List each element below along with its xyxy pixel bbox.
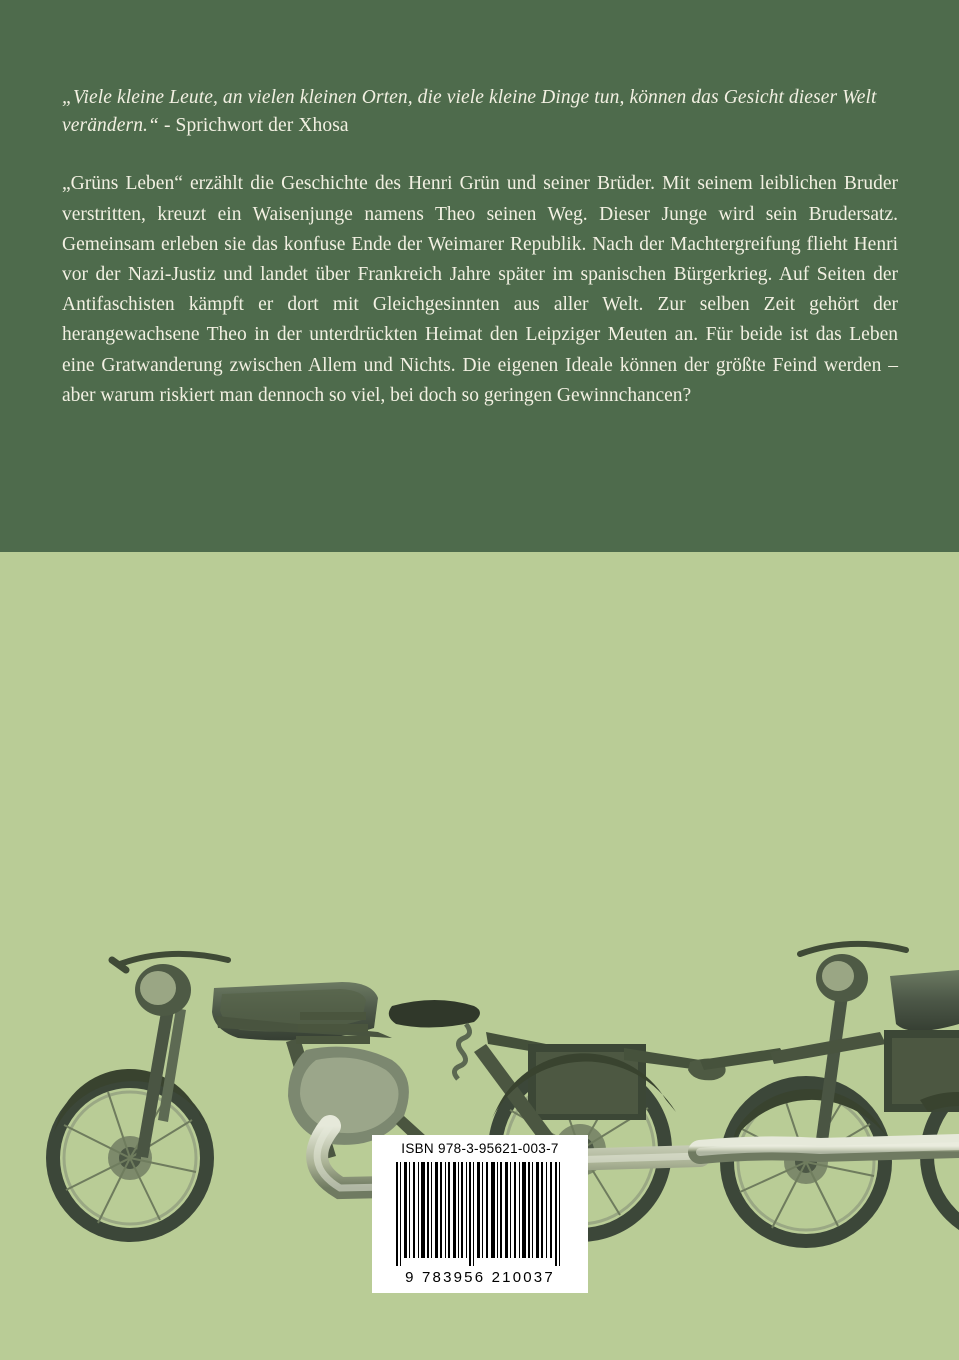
blurb-panel	[0, 0, 959, 552]
isbn-label: ISBN 978-3-95621-003-7	[401, 1141, 559, 1156]
barcode-digits: 9 783956 210037	[405, 1269, 555, 1286]
cover-synopsis: „Grüns Leben“ erzählt die Geschichte des Henri Grün und seiner Brüder. Mit seinem leiblichen Bruder verstritten, kreuzt ein Waisenjunge namens Theo seinen Weg. Dieser Junge wird sein Brudersatz. Gemeinsam erleben sie das konfuse Ende der Weimarer Republik. Nach der Machtergreifung flieht Henri vor der Nazi-Justiz und landet über Frankreich Jahre später im spanischen Bürgerkrieg. Auf Seiten der Antifaschisten kämpft er dort mit Gleichgesinnten aus aller Welt. Zur selben Zeit gehört der herangewachsene Theo in der unterdrückten Heimat den Leipziger Meuten an. Für beide ist das Leben eine Gratwanderung zwischen Allem und Nichts. Die eigenen Ideale können der größte Feind werden – aber warum riskiert man dennoch so viel, bei doch so geringen Gewinnchancen?	[62, 173, 898, 406]
blurb-content	[62, 84, 898, 411]
motorcycle-right	[700, 944, 959, 1248]
cover-quote	[62, 84, 898, 139]
quote-text: „Viele kleine Leute, an vielen kleinen Orten, die viele kleine Dinge tun, können das Gesicht dieser Welt verändern.“	[62, 87, 877, 136]
barcode-graphic	[382, 1160, 578, 1268]
quote-attribution: - Sprichwort der Xhosa	[158, 114, 349, 136]
isbn-barcode-block	[372, 1135, 588, 1293]
